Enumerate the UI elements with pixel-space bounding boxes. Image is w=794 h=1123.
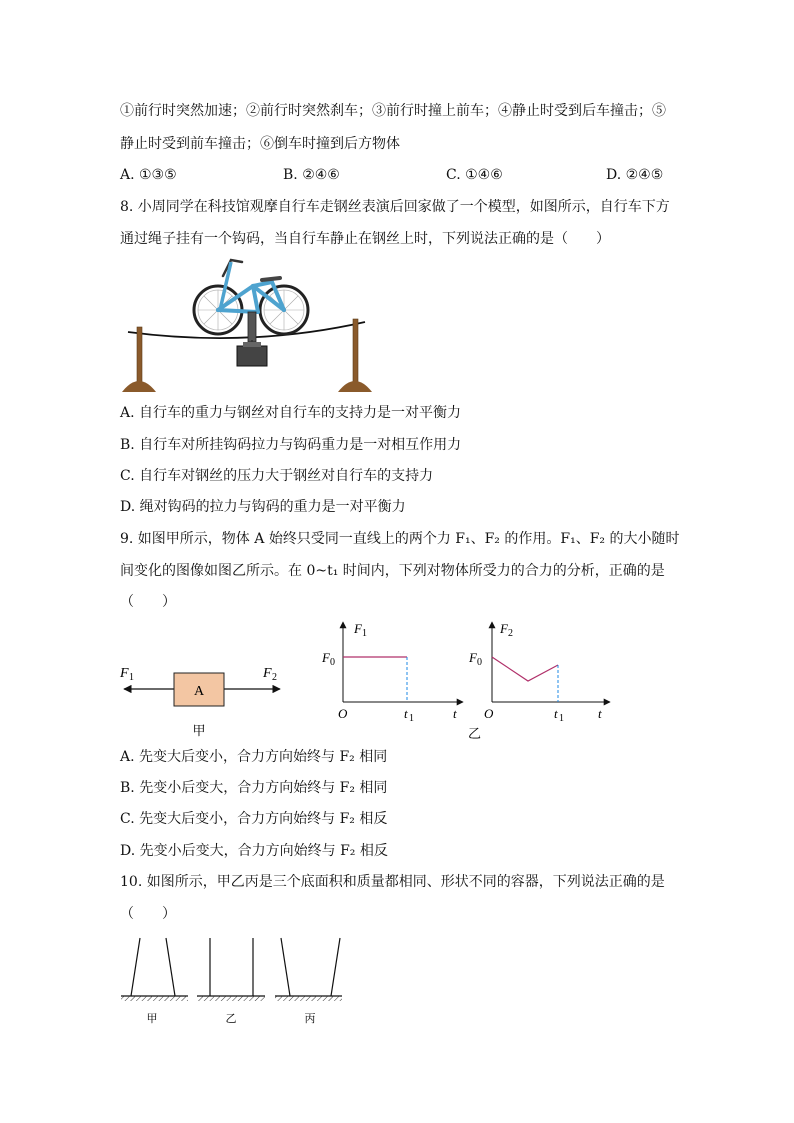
graph-f1 [318, 614, 468, 724]
q8-option-b: B. 自行车对所挂钩码拉力与钩码重力是一对相互作用力 [120, 437, 462, 453]
f2-label: F [263, 666, 272, 681]
graph1-t1: t [404, 706, 408, 721]
bicycle-tightrope-figure [120, 252, 380, 394]
caption-jia: 甲 [192, 723, 206, 738]
graph2-f0-sub: 0 [477, 657, 482, 668]
left-post [137, 327, 142, 385]
f2-subscript: 2 [272, 672, 277, 683]
label-jia: 甲 [146, 1013, 158, 1025]
container-jia [121, 938, 188, 1001]
right-post-base [338, 381, 372, 392]
graph2-f-label: F [500, 621, 508, 636]
q8-line2: 通过绳子挂有一个钩码，当自行车静止在钢丝上时，下列说法正确的是（ ） [120, 231, 610, 247]
graph1-f-label: F [354, 621, 362, 636]
q8-option-d: D. 绳对钩码的拉力与钩码的重力是一对平衡力 [120, 499, 406, 515]
steel-wire [128, 322, 365, 338]
block-a-label: A [193, 684, 205, 699]
q9-line1: 9. 如图甲所示，物体 A 始终只受同一直线上的两个力 F₁、F₂ 的作用。F₁、F₂ 的大小随时 [120, 531, 680, 547]
caption-yi: 乙 [468, 726, 482, 741]
graph1-f-sub: 1 [362, 628, 367, 639]
graph-f2 [464, 614, 614, 742]
graph2-f0-label: F [469, 650, 477, 665]
force-diagram-jia [118, 655, 288, 745]
q9-option-a: A. 先变大后变小，合力方向始终与 F₂ 相同 [120, 749, 388, 765]
hook-weight [237, 346, 267, 366]
left-post-base [122, 381, 156, 392]
graph2-f-sub: 2 [508, 628, 513, 639]
graph1-f0-label: F [322, 650, 330, 665]
q10-line1: 10. 如图所示，甲乙丙是三个底面积和质量都相同、形状不同的容器，下列说法正确的是 [120, 874, 665, 890]
graph1-t: t [453, 706, 457, 721]
graph2-t1-sub: 1 [559, 713, 564, 724]
q9-line2: 间变化的图像如图乙所示。在 0~t₁ 时间内，下列对物体所受力的合力的分析，正确的是 [120, 563, 665, 579]
graph2-origin: O [484, 706, 494, 721]
q8-option-a: A. 自行车的重力与钢丝对自行车的支持力是一对平衡力 [120, 405, 462, 421]
hanging-rod [248, 312, 256, 342]
label-yi: 乙 [225, 1013, 237, 1025]
graph2-t: t [598, 706, 602, 721]
q8-line1: 8. 小周同学在科技馆观摩自行车走钢丝表演后回家做了一个模型，如图所示，自行车下方 [120, 199, 670, 215]
containers-figure [118, 934, 348, 1026]
right-post [353, 319, 358, 385]
container-bing [275, 938, 342, 1001]
graph1-origin: O [338, 706, 348, 721]
q7-line1: ①前行时突然加速；②前行时突然刹车；③前行时撞上前车；④静止时受到后车撞击；⑤ [120, 103, 666, 119]
f2-line [492, 657, 558, 681]
q7-option-d: D. ②④⑤ [606, 167, 664, 183]
q7-option-c: C. ①④⑥ [446, 167, 503, 183]
q9-line3: （ ） [120, 594, 176, 610]
q7-line2: 静止时受到前车撞击；⑥倒车时撞到后方物体 [120, 136, 400, 152]
graph1-f0-sub: 0 [330, 657, 335, 668]
graph2-t1: t [554, 706, 558, 721]
q9-option-b: B. 先变小后变大，合力方向始终与 F₂ 相同 [120, 780, 388, 796]
q9-option-c: C. 先变大后变小，合力方向始终与 F₂ 相反 [120, 811, 388, 827]
label-bing: 丙 [304, 1013, 316, 1025]
q7-option-a: A. ①③⑤ [120, 167, 177, 183]
f1-subscript: 1 [129, 672, 134, 683]
q8-option-c: C. 自行车对钢丝的压力大于钢丝对自行车的支持力 [120, 468, 434, 484]
q9-option-d: D. 先变小后变大，合力方向始终与 F₂ 相反 [120, 843, 388, 859]
q10-line2: （ ） [120, 906, 176, 922]
graph1-t1-sub: 1 [409, 713, 414, 724]
container-yi [197, 938, 265, 1001]
q7-option-b: B. ②④⑥ [283, 167, 340, 183]
f1-label: F [120, 666, 129, 681]
